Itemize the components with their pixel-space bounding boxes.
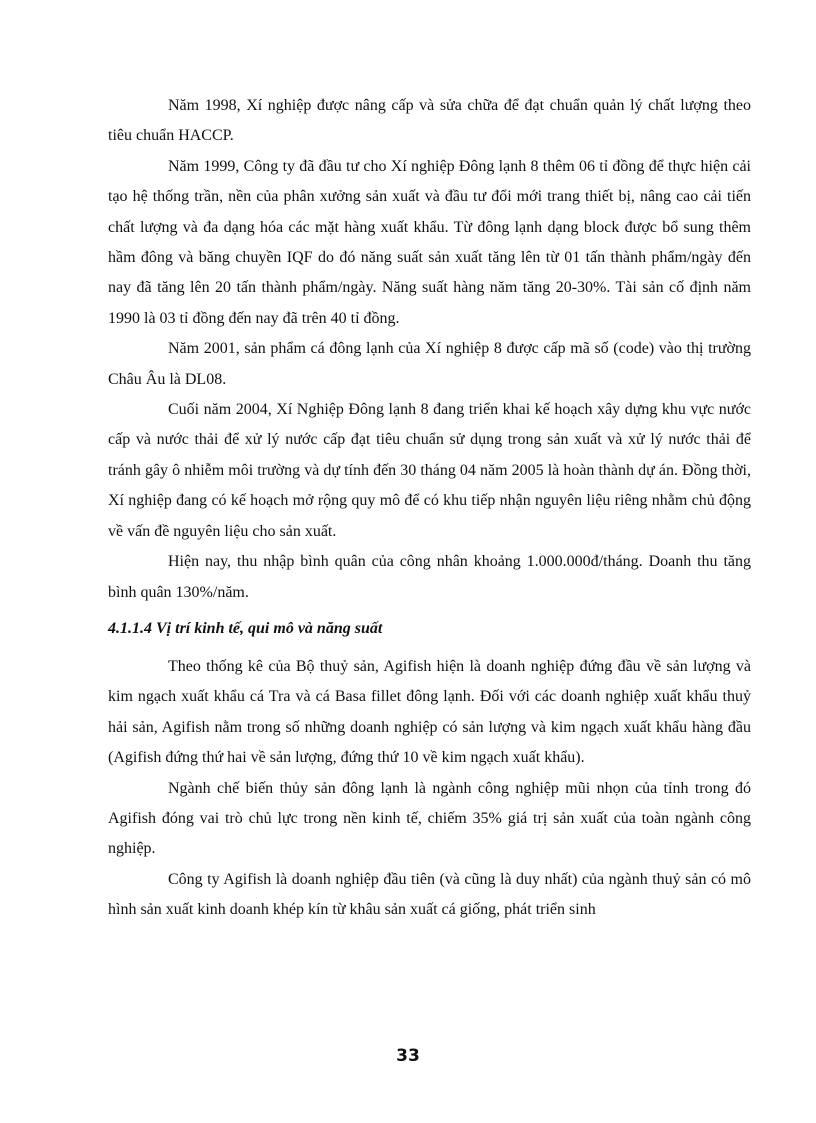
- paragraph-ministry-statistics: Theo thống kê của Bộ thuỷ sản, Agifish hiện là doanh nghiệp đứng đầu về sản lượng và kim ngạch xuất khẩu cá Tra và cá Basa fillet đông lạnh. Đối với các doanh nghiệp xuất khẩu thuỷ hải sản, Agifish nằm trong số những doanh nghiệp có sản lượng và kim ngạch xuất khẩu hàng đầu (Agifish đứng thứ hai về sản lượng, đứng thứ 10 về kim ngạch xuất khẩu).: [108, 657, 751, 767]
- paragraph-1998-haccp: Năm 1998, Xí nghiệp được nâng cấp và sửa chữa để đạt chuẩn quản lý chất lượng theo tiêu chuẩn HACCP.: [108, 97, 751, 145]
- page-number: 33: [396, 1046, 420, 1066]
- paragraph-income-revenue: Hiện nay, thu nhập bình quân của công nhân khoảng 1.000.000đ/tháng. Doanh thu tăng bình quân 130%/năm.: [108, 553, 751, 601]
- paragraph-frozen-seafood-industry: Ngành chế biến thủy sản đông lạnh là ngành công nghiệp mũi nhọn của tỉnh trong đó Agifish đóng vai trò chủ lực trong nền kinh tế, chiếm 35% giá trị sản xuất của toàn ngành công nghiệp.: [108, 779, 751, 858]
- page-content: [108, 91, 751, 926]
- paragraph-2004-water-plan: Cuối năm 2004, Xí Nghiệp Đông lạnh 8 đang triển khai kế hoạch xây dựng khu vực nước cấp và nước thải để xử lý nước cấp đạt tiêu chuẩn sử dụng trong sản xuất và xử lý nước thải để tránh gây ô nhiễm môi trường và dự tính đến 30 tháng 04 năm 2005 là hoàn thành dự án. Đồng thời, Xí nghiệp đang có kế hoạch mở rộng quy mô để có khu tiếp nhận nguyên liệu riêng nhằm chủ động về vấn đề nguyên liệu cho sản xuất.: [108, 401, 751, 540]
- paragraph-1999-investment: Năm 1999, Công ty đã đầu tư cho Xí nghiệp Đông lạnh 8 thêm 06 tỉ đồng để thực hiện cải tạo hệ thống trần, nền của phân xưởng sản xuất và đầu tư đổi mới trang thiết bị, nâng cao cải tiến chất lượng và đa dạng hóa các mặt hàng xuất khẩu. Từ đông lạnh dạng block được bổ sung thêm hầm đông và băng chuyền IQF do đó năng suất sản xuất tăng lên từ 01 tấn thành phẩm/ngày đến nay đã tăng lên 20 tấn thành phẩm/ngày. Năng suất hàng năm tăng 20-30%. Tài sản cố định năm 1990 là 03 tỉ đồng đến nay đã trên 40 tỉ đồng.: [108, 157, 751, 327]
- section-heading: 4.1.1.4 Vị trí kinh tế, qui mô và năng suất: [108, 619, 383, 637]
- paragraph-2001-eu-code: Năm 2001, sản phẩm cá đông lạnh của Xí nghiệp 8 được cấp mã số (code) vào thị trường Châu Âu là DL08.: [108, 340, 751, 388]
- paragraph-agifish-first-enterprise: Công ty Agifish là doanh nghiệp đầu tiên (và cũng là duy nhất) của ngành thuỷ sản có mô hình sản xuất kinh doanh khép kín từ khâu sản xuất cá giống, phát triển sinh: [108, 870, 751, 919]
